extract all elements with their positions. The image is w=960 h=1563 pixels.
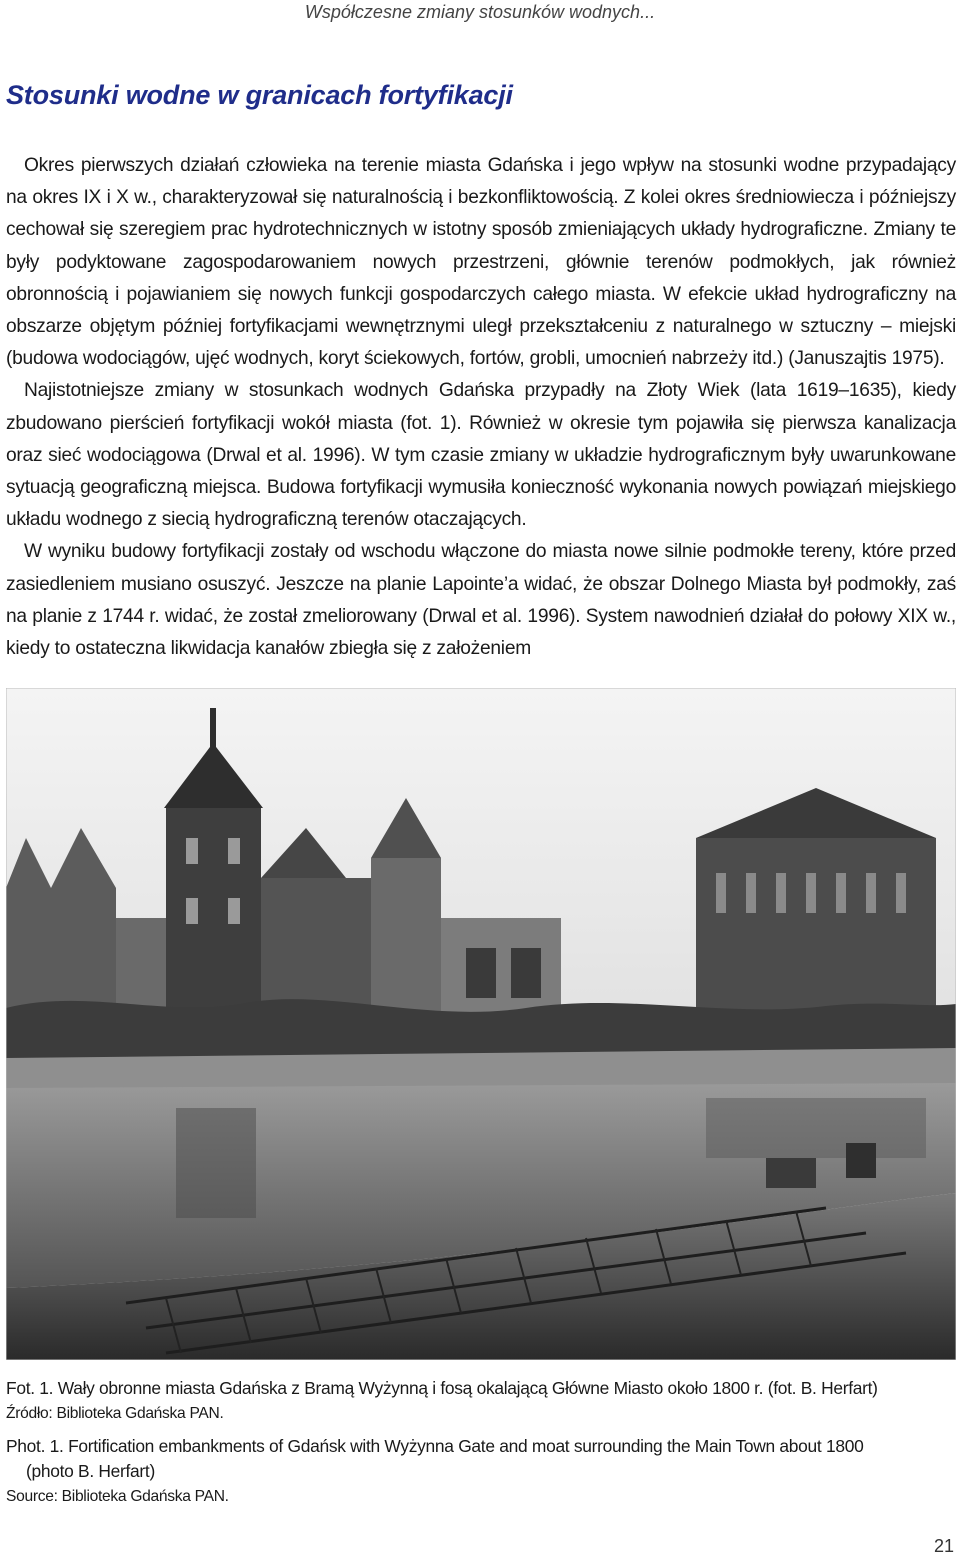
running-header: Współczesne zmiany stosunków wodnych... — [304, 2, 656, 22]
paragraph-3: W wyniku budowy fortyfikacji zostały od wschodu włączone do miasta nowe silnie podmokłe tereny, które przed zasiedleniem musiano osuszyć. Jeszcze na planie Lapointe’a widać, że obszar Dolnego Miasta był podmokły, zaś na planie z 1744 r. widać, że został zmeliorowany (Drwal et al. 1996). System nawodnień działał do połowy XIX w., kiedy to ostateczna likwidacja kanałów zbiegła się z założeniem — [6, 541, 956, 660]
page-number: 21 — [933, 1536, 954, 1556]
paragraph-2: Najistotniejsze zmiany w stosunkach wodnych Gdańska przypadły na Złoty Wiek (lata 1619–1635), kiedy zbudowano pierścień fortyfikacji wokół miasta (fot. 1). Również w okresie tym pojawiła się pierwsza kanalizacja oraz sieć wodociągowa (Drwal et al. 1996). W tym czasie zmiany w układzie hydrograficznym były uwarunkowane sytuacją geograficzną miejsca. Budowa fortyfikacji wymusiła konieczność wykonania nowych powiązań miejskiego układu wodnego z siecią hydrograficzną terenów otaczających. — [6, 380, 956, 531]
historical-photo — [6, 688, 956, 1360]
caption-en-line2: (photo B. Herfart) — [26, 1461, 155, 1481]
section-title: Stosunki wodne w granicach fortyfikacji — [6, 80, 513, 110]
caption-en-line1: Phot. 1. Fortification embankments of Gdańsk with Wyżynna Gate and moat surrounding the Main Town about 1800 — [6, 1436, 864, 1456]
body-text — [6, 150, 956, 665]
caption-pl: Fot. 1. Wały obronne miasta Gdańska z Bramą Wyżynną i fosą okalającą Główne Miasto około 1800 r. (fot. B. Herfart) — [6, 1378, 878, 1398]
figure-captions — [6, 1376, 956, 1509]
paragraph-1: Okres pierwszych działań człowieka na terenie miasta Gdańska i jego wpływ na stosunki wodne przypadający na okres IX i X w., charakteryzował się naturalnością i bezkonfliktowością. Z kolei okres średniowiecza i późniejszy cechował się szeregiem prac hydrotechnicznych w istotny sposób zmieniających układy hydrograficzne. Zmiany te były podyktowane zagospodarowaniem nowych przestrzeni, głównie terenów podmokłych, jak również obronnością i pojawianiem się nowych funkcji gospodarczych całego miasta. W efekcie układ hydrograficzny na obszarze objętym później fortyfikacjami wewnętrznymi uległ przekształceniu z naturalnego w sztuczny – miejski (budowa wodociągów, ujęć wodnych, koryt ściekowych, fortów, grobli, umocnień nabrzeży itd.) (Januszajtis 1975). — [6, 155, 956, 370]
source-pl: Źródło: Biblioteka Gdańska PAN. — [6, 1405, 224, 1422]
source-en: Source: Biblioteka Gdańska PAN. — [6, 1488, 229, 1505]
